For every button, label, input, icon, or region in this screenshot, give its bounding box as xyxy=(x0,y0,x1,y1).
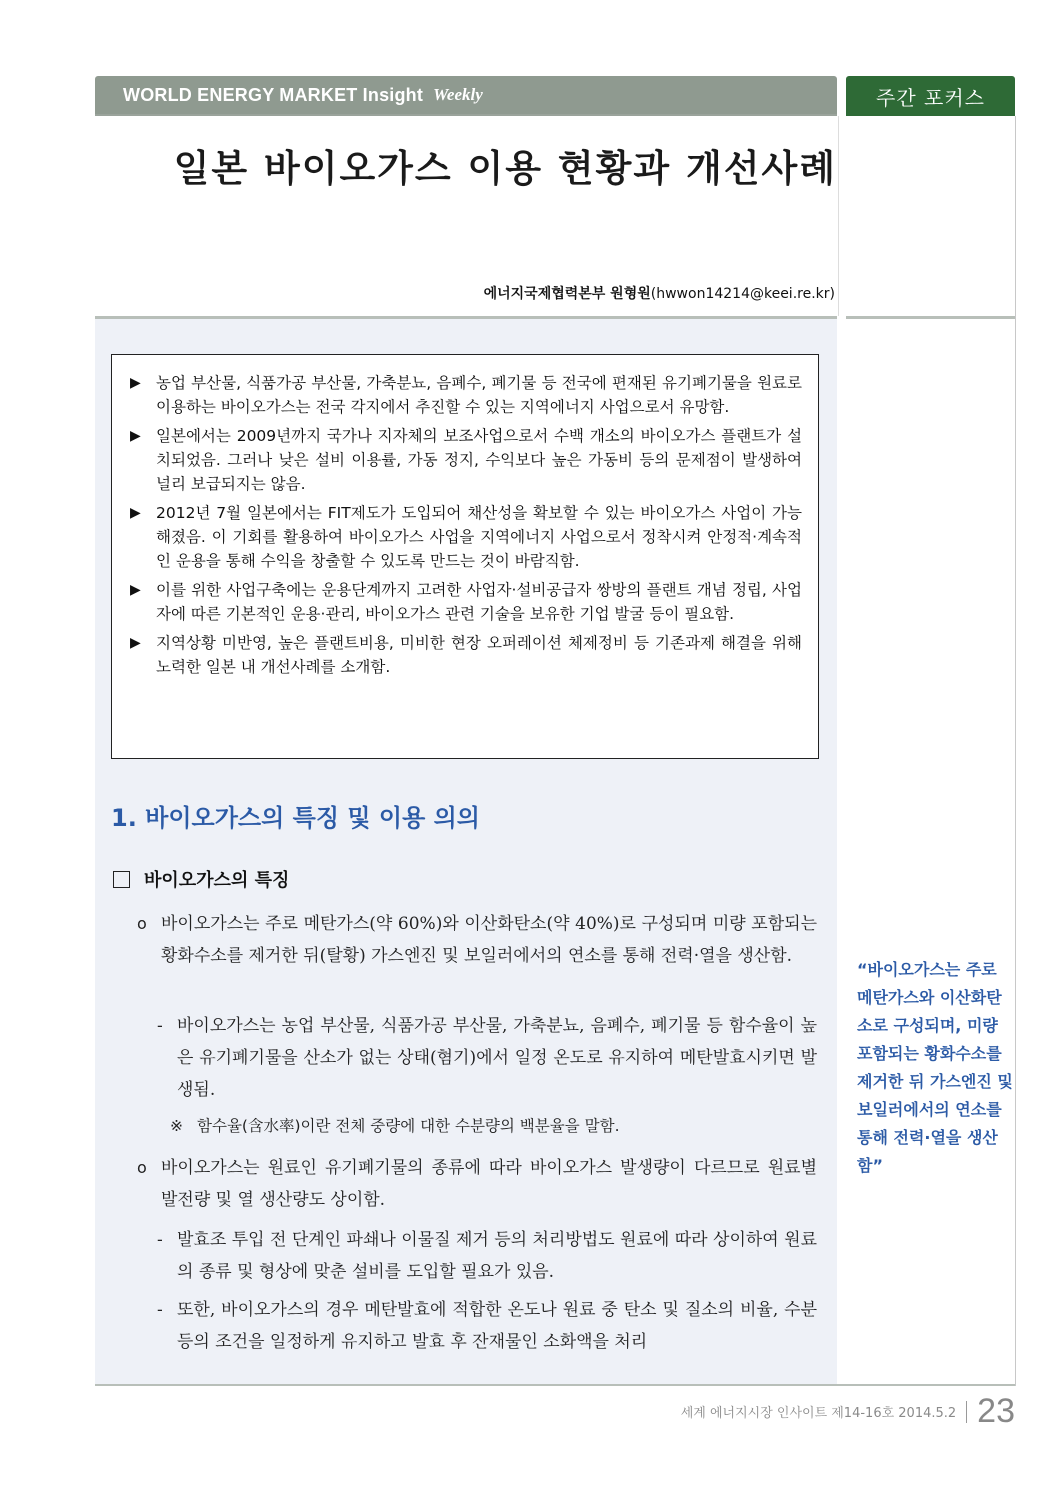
body-subparagraph: - 바이오가스는 농업 부산물, 식품가공 부산물, 가축분뇨, 음폐수, 폐기물 등 함수율이 높은 유기폐기물을 산소가 없는 상태(혐기)에서 일정 온도로 유지하여 메탄발효시키면 발생됨. xyxy=(177,1010,817,1106)
summary-item: ▶ 일본에서는 2009년까지 국가나 지자체의 보조사업으로서 수백 개소의 바이오가스 플랜트가 설치되었음. 그러나 낮은 설비 이용률, 가동 정지, 수익보다 높은 가동비 등의 문제점이 발생하여 널리 보급되지는 않음. xyxy=(130,424,802,496)
series-header-bar xyxy=(95,76,837,114)
footer-divider xyxy=(95,1384,1015,1386)
publication-info: 세계 에너지시장 인사이트 제14-16호 2014.5.2 xyxy=(680,1406,957,1421)
body-subparagraph: - 발효조 투입 전 단계인 파쇄나 이물질 제거 등의 처리방법도 원료에 따라 상이하여 원료의 종류 및 형상에 맞춘 설비를 도입할 필요가 있음. xyxy=(177,1224,817,1288)
body-paragraph: o 바이오가스는 주로 메탄가스(약 60%)와 이산화탄소(약 40%)로 구성되며 미량 포함되는 황화수소를 제거한 뒤(탈황) 가스엔진 및 보일러에서의 연소를 통해 전력·열을 생산함. xyxy=(161,908,817,972)
section-tab: 주간 포커스 xyxy=(846,76,1015,116)
header-divider xyxy=(95,114,837,116)
footer-separator xyxy=(966,1401,967,1423)
triangle-bullet-icon: ▶ xyxy=(130,505,141,521)
reference-mark-icon: ※ xyxy=(170,1117,183,1135)
triangle-bullet-icon: ▶ xyxy=(130,582,141,598)
circle-bullet-icon: o xyxy=(137,914,147,933)
section-heading: 1. 바이오가스의 특징 및 이용 의의 xyxy=(111,804,480,832)
sidebar-divider xyxy=(846,316,1015,319)
triangle-bullet-icon: ▶ xyxy=(130,635,141,651)
right-margin-line xyxy=(1015,116,1016,1386)
summary-item: ▶ 지역상황 미반영, 높은 플랜트비용, 미비한 현장 오퍼레이션 체제정비 등 기존과제 해결을 위해 노력한 일본 내 개선사례를 소개함. xyxy=(130,631,802,679)
article-title: 일본 바이오가스 이용 현황과 개선사례 xyxy=(173,147,837,190)
article-author xyxy=(95,283,835,303)
triangle-bullet-icon: ▶ xyxy=(130,375,141,391)
page-number: 23 xyxy=(977,1392,1015,1430)
summary-item: ▶ 2012년 7월 일본에서는 FIT제도가 도입되어 채산성을 확보할 수 있는 바이오가스 사업이 가능해졌음. 이 기회를 활용하여 바이오가스 사업을 지역에너지 사업으로서 정착시켜 안정적·계속적인 운용을 통해 수익을 창출할 수 있도록 만드는 것이 바람직함. xyxy=(130,501,802,573)
summary-item: ▶ 이를 위한 사업구축에는 운용단계까지 고려한 사업자·설비공급자 쌍방의 플랜트 개념 정립, 사업자에 따른 기본적인 운용·관리, 바이오가스 관련 기술을 보유한 기업 발굴 등이 필요함. xyxy=(130,578,802,626)
pull-quote: “바이오가스는 주로 메탄가스와 이산화탄소로 구성되며, 미량 포함되는 황화수소를 제거한 뒤 가스엔진 및 보일러에서의 연소를 통해 전력·열을 생산함” xyxy=(857,960,1013,1175)
series-title: WORLD ENERGY MARKET Insight xyxy=(123,84,424,105)
series-weekly: Weekly xyxy=(433,85,483,104)
circle-bullet-icon: o xyxy=(137,1158,147,1177)
dash-bullet: - xyxy=(157,1016,163,1036)
summary-list xyxy=(130,371,802,679)
subsection-heading xyxy=(113,866,289,892)
page-footer xyxy=(681,1392,1015,1431)
triangle-bullet-icon: ▶ xyxy=(130,428,141,444)
subsection-title: 바이오가스의 특징 xyxy=(144,870,290,891)
dash-bullet: - xyxy=(157,1300,163,1320)
column-divider xyxy=(838,116,839,316)
author-email: (hwwon14214@keei.re.kr) xyxy=(650,286,835,302)
summary-item: ▶ 농업 부산물, 식품가공 부산물, 가축분뇨, 음폐수, 폐기물 등 전국에 편재된 유기폐기물을 원료로 이용하는 바이오가스는 전국 각지에서 추진할 수 있는 지역에너지 사업으로서 유망함. xyxy=(130,371,802,419)
body-paragraph: o 바이오가스는 원료인 유기폐기물의 종류에 따라 바이오가스 발생량이 다르므로 원료별 발전량 및 열 생산량도 상이함. xyxy=(161,1152,817,1216)
summary-box xyxy=(111,354,819,759)
checkbox-square-icon xyxy=(113,871,130,888)
footnote: ※ 함수율(含水率)이란 전체 중량에 대한 수분량의 백분율을 말함. xyxy=(170,1117,620,1135)
author-name: 에너지국제협력본부 원형원 xyxy=(483,286,651,302)
dash-bullet: - xyxy=(157,1230,163,1250)
body-subparagraph: - 또한, 바이오가스의 경우 메탄발효에 적합한 온도나 원료 중 탄소 및 질소의 비율, 수분 등의 조건을 일정하게 유지하고 발효 후 잔재물인 소화액을 처리 xyxy=(177,1294,817,1358)
